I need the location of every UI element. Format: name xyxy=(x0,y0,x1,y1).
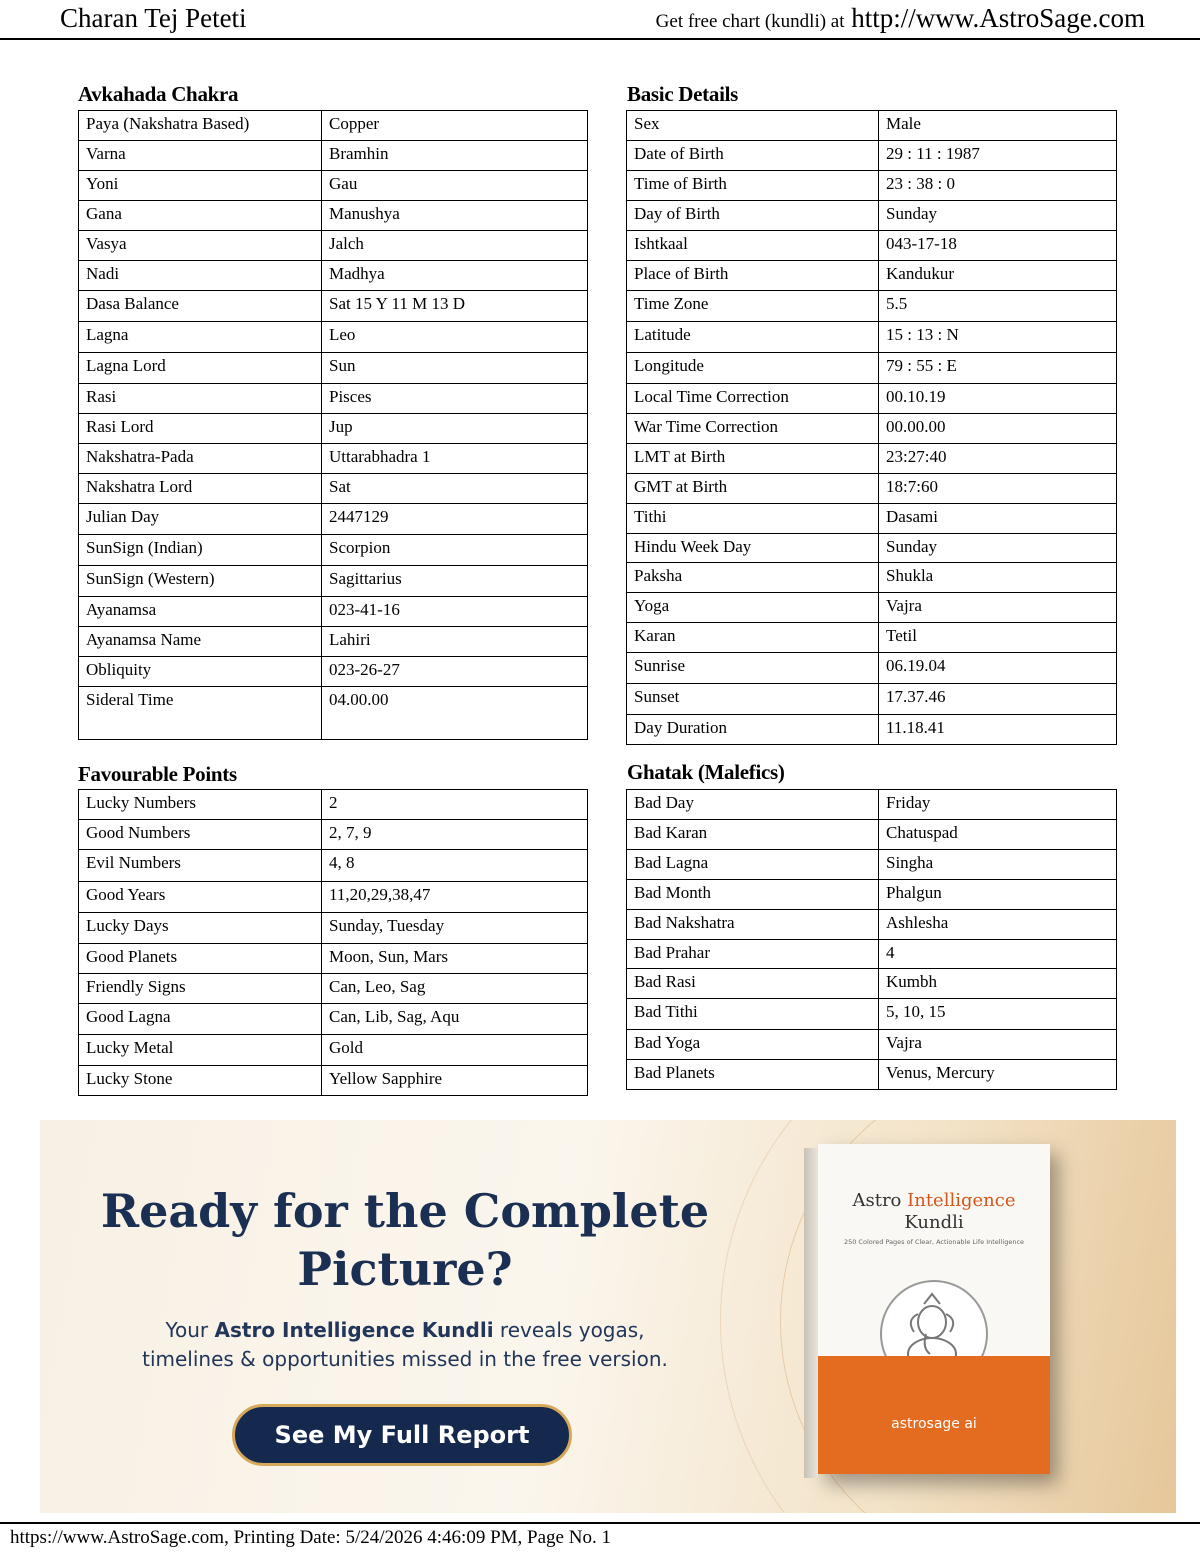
row-label: Lucky Metal xyxy=(79,1035,322,1066)
row-value: Jalch xyxy=(322,231,588,261)
row-label: Sunset xyxy=(627,684,879,715)
table-row xyxy=(627,969,1117,999)
row-value: Kumbh xyxy=(879,969,1117,999)
row-value: 5.5 xyxy=(879,291,1117,322)
book-image xyxy=(818,1144,1050,1474)
row-label: Lucky Days xyxy=(79,913,322,944)
book-brand: astrosage ai xyxy=(891,1416,977,1432)
row-label: Dasa Balance xyxy=(79,291,322,322)
table-row xyxy=(627,940,1117,969)
table-row xyxy=(627,563,1117,593)
table-row xyxy=(79,1066,588,1096)
table-row xyxy=(627,261,1117,291)
table-row xyxy=(79,141,588,171)
banner-subtitle-line xyxy=(80,1316,730,1345)
row-value: Leo xyxy=(322,322,588,353)
promo-banner[interactable] xyxy=(40,1120,1176,1513)
table-row xyxy=(79,474,588,504)
table-row xyxy=(79,657,588,687)
row-label: Gana xyxy=(79,201,322,231)
row-value: 06.19.04 xyxy=(879,653,1117,684)
see-full-report-button[interactable]: See My Full Report xyxy=(232,1404,572,1466)
row-value: Pisces xyxy=(322,384,588,414)
table-row xyxy=(627,593,1117,623)
row-value: Sat 15 Y 11 M 13 D xyxy=(322,291,588,322)
row-value: Sat xyxy=(322,474,588,504)
row-label: GMT at Birth xyxy=(627,474,879,504)
row-value: 11.18.41 xyxy=(879,715,1117,745)
table-row xyxy=(627,820,1117,850)
row-value: Manushya xyxy=(322,201,588,231)
row-label: Nakshatra Lord xyxy=(79,474,322,504)
sub-product-name: Astro Intelligence Kundli xyxy=(214,1318,494,1342)
row-value: Gau xyxy=(322,171,588,201)
banner-headline xyxy=(80,1182,730,1298)
avkahada-title: Avkahada Chakra xyxy=(78,82,239,106)
row-value: Kandukur xyxy=(879,261,1117,291)
banner-subtitle xyxy=(80,1316,730,1374)
row-value: Singha xyxy=(879,850,1117,880)
row-value: Venus, Mercury xyxy=(879,1060,1117,1090)
avkahada-table xyxy=(78,110,588,740)
row-label: Time Zone xyxy=(627,291,879,322)
table-row xyxy=(79,687,588,740)
table-row xyxy=(627,790,1117,820)
row-value: Can, Lib, Sag, Aqu xyxy=(322,1004,588,1035)
table-row xyxy=(79,291,588,322)
row-label: Sideral Time xyxy=(79,687,322,740)
row-value: 04.00.00 xyxy=(322,687,588,740)
row-value: 4 xyxy=(879,940,1117,969)
table-row xyxy=(79,231,588,261)
row-label: Bad Lagna xyxy=(627,850,879,880)
table-row xyxy=(79,1004,588,1035)
table-row xyxy=(79,261,588,291)
row-label: Paksha xyxy=(627,563,879,593)
row-value: 29 : 11 : 1987 xyxy=(879,141,1117,171)
row-label: Rasi xyxy=(79,384,322,414)
table-row xyxy=(79,566,588,597)
row-value: Bramhin xyxy=(322,141,588,171)
row-value: Lahiri xyxy=(322,627,588,657)
table-row xyxy=(79,111,588,141)
row-label: Karan xyxy=(627,623,879,653)
book-tagline: 250 Colored Pages of Clear, Actionable Life Intelligence xyxy=(843,1238,1025,1246)
row-label: Bad Karan xyxy=(627,820,879,850)
row-value: Friday xyxy=(879,790,1117,820)
table-row xyxy=(627,111,1117,141)
table-row xyxy=(79,384,588,414)
row-label: Nakshatra-Pada xyxy=(79,444,322,474)
table-row xyxy=(79,444,588,474)
book-title-part: Kundli xyxy=(904,1212,964,1233)
basic-details-title: Basic Details xyxy=(627,82,739,106)
row-label: Latitude xyxy=(627,322,879,353)
row-label: SunSign (Western) xyxy=(79,566,322,597)
row-label: Julian Day xyxy=(79,504,322,535)
table-row xyxy=(627,653,1117,684)
table-row xyxy=(627,850,1117,880)
row-label: Vasya xyxy=(79,231,322,261)
row-value: Sunday xyxy=(879,534,1117,563)
row-label: Bad Planets xyxy=(627,1060,879,1090)
row-label: Ayanamsa Name xyxy=(79,627,322,657)
row-value: 2447129 xyxy=(322,504,588,535)
favourable-title: Favourable Points xyxy=(78,762,237,786)
sub-suffix: reveals yogas, xyxy=(493,1318,645,1342)
row-label: Bad Nakshatra xyxy=(627,910,879,940)
table-row xyxy=(627,171,1117,201)
row-value: Male xyxy=(879,111,1117,141)
row-value: 023-26-27 xyxy=(322,657,588,687)
row-value: Scorpion xyxy=(322,535,588,566)
row-label: Bad Day xyxy=(627,790,879,820)
table-row xyxy=(79,504,588,535)
row-value: Can, Leo, Sag xyxy=(322,974,588,1004)
row-label: Obliquity xyxy=(79,657,322,687)
basic-details-table xyxy=(626,110,1117,745)
banner-subtitle-line: timelines & opportunities missed in the free version. xyxy=(142,1347,668,1371)
table-row xyxy=(627,291,1117,322)
table-row xyxy=(627,684,1117,715)
promo-label: Get free chart (kundli) at xyxy=(655,11,845,32)
row-label: Yoga xyxy=(627,593,879,623)
table-row xyxy=(627,444,1117,474)
row-label: Evil Numbers xyxy=(79,850,322,882)
row-label: Bad Rasi xyxy=(627,969,879,999)
row-value: Sun xyxy=(322,353,588,384)
row-label: Ayanamsa xyxy=(79,597,322,627)
row-value: 023-41-16 xyxy=(322,597,588,627)
row-label: Tithi xyxy=(627,504,879,534)
row-label: Bad Prahar xyxy=(627,940,879,969)
row-label: Nadi xyxy=(79,261,322,291)
row-value: Copper xyxy=(322,111,588,141)
table-row xyxy=(79,913,588,944)
astrosage-link[interactable]: http://www.AstroSage.com xyxy=(851,3,1145,33)
row-value: 17.37.46 xyxy=(879,684,1117,715)
row-label: Friendly Signs xyxy=(79,974,322,1004)
row-label: Time of Birth xyxy=(627,171,879,201)
table-row xyxy=(627,384,1117,414)
row-label: Lucky Numbers xyxy=(79,790,322,820)
table-row xyxy=(79,597,588,627)
table-row xyxy=(627,1030,1117,1060)
row-label: Day of Birth xyxy=(627,201,879,231)
page-header xyxy=(0,0,1200,40)
table-row xyxy=(627,141,1117,171)
person-name: Charan Tej Peteti xyxy=(60,3,247,33)
table-row xyxy=(79,171,588,201)
row-value: Vajra xyxy=(879,1030,1117,1060)
row-value: 00.00.00 xyxy=(879,414,1117,444)
table-row xyxy=(627,534,1117,563)
row-value: 11,20,29,38,47 xyxy=(322,882,588,913)
table-row xyxy=(79,201,588,231)
row-value: Uttarabhadra 1 xyxy=(322,444,588,474)
table-row xyxy=(79,1035,588,1066)
row-value: 2, 7, 9 xyxy=(322,820,588,850)
table-row xyxy=(627,880,1117,910)
row-label: Date of Birth xyxy=(627,141,879,171)
table-row xyxy=(627,322,1117,353)
table-row xyxy=(627,474,1117,504)
table-row xyxy=(79,353,588,384)
row-label: Good Planets xyxy=(79,944,322,974)
row-value: 79 : 55 : E xyxy=(879,353,1117,384)
table-row xyxy=(627,910,1117,940)
row-label: Bad Month xyxy=(627,880,879,910)
row-value: Vajra xyxy=(879,593,1117,623)
row-label: Longitude xyxy=(627,353,879,384)
row-value: Moon, Sun, Mars xyxy=(322,944,588,974)
header-promo xyxy=(656,3,1145,34)
row-value: 2 xyxy=(322,790,588,820)
table-row xyxy=(627,504,1117,534)
table-row xyxy=(627,1060,1117,1090)
table-row xyxy=(627,201,1117,231)
row-label: Rasi Lord xyxy=(79,414,322,444)
row-label: Lagna Lord xyxy=(79,353,322,384)
row-value: Sunday, Tuesday xyxy=(322,913,588,944)
page-footer xyxy=(0,1522,1200,1553)
row-label: Paya (Nakshatra Based) xyxy=(79,111,322,141)
table-row xyxy=(627,999,1117,1030)
table-row xyxy=(627,715,1117,745)
row-label: LMT at Birth xyxy=(627,444,879,474)
table-row xyxy=(627,623,1117,653)
table-row xyxy=(79,820,588,850)
row-value: 4, 8 xyxy=(322,850,588,882)
table-row xyxy=(79,944,588,974)
row-value: 00.10.19 xyxy=(879,384,1117,414)
sub-prefix: Your xyxy=(165,1318,215,1342)
row-value: Chatuspad xyxy=(879,820,1117,850)
table-row xyxy=(79,322,588,353)
row-value: 23:27:40 xyxy=(879,444,1117,474)
row-value: Sagittarius xyxy=(322,566,588,597)
row-label: Varna xyxy=(79,141,322,171)
row-label: Good Numbers xyxy=(79,820,322,850)
table-row xyxy=(627,414,1117,444)
book-cover-band xyxy=(818,1356,1050,1474)
row-label: Lagna xyxy=(79,322,322,353)
favourable-table xyxy=(78,789,588,1096)
table-row xyxy=(79,850,588,882)
table-row xyxy=(79,974,588,1004)
row-value: 15 : 13 : N xyxy=(879,322,1117,353)
table-row xyxy=(627,353,1117,384)
row-value: Tetil xyxy=(879,623,1117,653)
row-value: Jup xyxy=(322,414,588,444)
row-label: Bad Tithi xyxy=(627,999,879,1030)
book-title xyxy=(818,1190,1050,1234)
row-value: Sunday xyxy=(879,201,1117,231)
row-label: Good Lagna xyxy=(79,1004,322,1035)
row-value: 23 : 38 : 0 xyxy=(879,171,1117,201)
book-title-part: Intelligence xyxy=(907,1190,1016,1211)
banner-headline-line: Ready for the Complete xyxy=(100,1184,710,1238)
row-value: 043-17-18 xyxy=(879,231,1117,261)
row-label: Hindu Week Day xyxy=(627,534,879,563)
table-row xyxy=(627,231,1117,261)
table-row xyxy=(79,882,588,913)
row-value: 5, 10, 15 xyxy=(879,999,1117,1030)
row-label: SunSign (Indian) xyxy=(79,535,322,566)
table-row xyxy=(79,790,588,820)
row-label: Sunrise xyxy=(627,653,879,684)
row-label: War Time Correction xyxy=(627,414,879,444)
row-value: Dasami xyxy=(879,504,1117,534)
book-title-part: Astro xyxy=(852,1190,908,1211)
row-label: Yoni xyxy=(79,171,322,201)
table-row xyxy=(79,414,588,444)
row-value: Gold xyxy=(322,1035,588,1066)
row-label: Bad Yoga xyxy=(627,1030,879,1060)
ghatak-title: Ghatak (Malefics) xyxy=(627,760,785,784)
row-value: Ashlesha xyxy=(879,910,1117,940)
row-label: Sex xyxy=(627,111,879,141)
row-label: Good Years xyxy=(79,882,322,913)
row-value: Yellow Sapphire xyxy=(322,1066,588,1096)
row-label: Place of Birth xyxy=(627,261,879,291)
row-label: Local Time Correction xyxy=(627,384,879,414)
row-value: 18:7:60 xyxy=(879,474,1117,504)
row-label: Ishtkaal xyxy=(627,231,879,261)
row-label: Lucky Stone xyxy=(79,1066,322,1096)
book-spine xyxy=(804,1148,818,1478)
banner-headline-line: Picture? xyxy=(297,1242,513,1296)
table-row xyxy=(79,627,588,657)
row-value: Phalgun xyxy=(879,880,1117,910)
table-row xyxy=(79,535,588,566)
row-value: Madhya xyxy=(322,261,588,291)
footer-text: https://www.AstroSage.com, Printing Date: 5/24/2026 4:46:09 PM, Page No. 1 xyxy=(10,1527,611,1548)
row-value: Shukla xyxy=(879,563,1117,593)
ghatak-table xyxy=(626,789,1117,1090)
row-label: Day Duration xyxy=(627,715,879,745)
